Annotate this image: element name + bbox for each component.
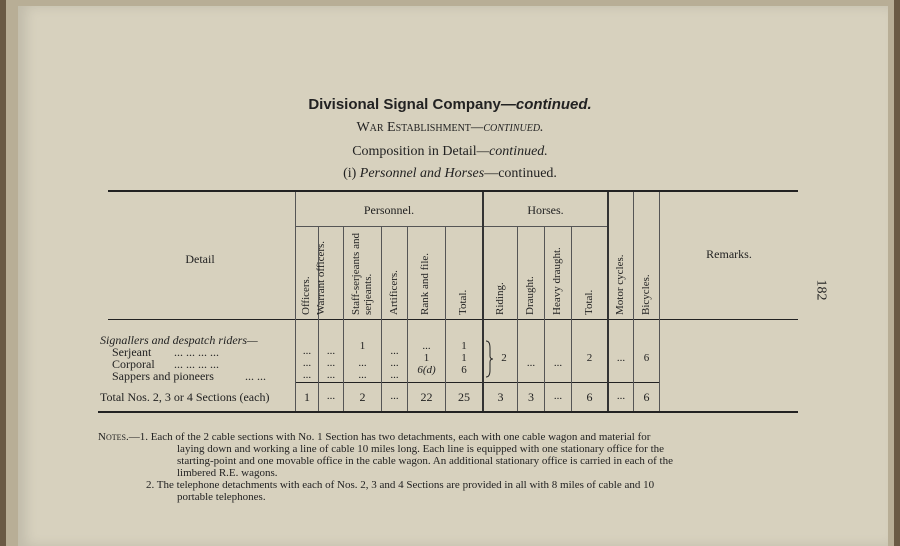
- col-divider: [571, 227, 572, 411]
- cell: 3: [528, 390, 534, 404]
- col-header-rank-and-file: Rank and file.: [419, 252, 431, 315]
- page-title: Divisional Signal Company—continued.: [308, 96, 592, 113]
- cell: 6: [586, 390, 593, 404]
- col-divider: [633, 192, 634, 411]
- col-divider: [381, 227, 382, 411]
- cell: 1: [304, 390, 310, 404]
- col-divider: [343, 227, 344, 411]
- cell: 6: [643, 352, 650, 364]
- cell: 1: [461, 352, 467, 364]
- subtitle-war-establishment: War Establishment—continued.: [356, 120, 544, 135]
- cell: ...: [390, 369, 399, 381]
- page-number: 182: [813, 279, 829, 301]
- horses-rule: [483, 226, 607, 227]
- cell: 1: [359, 340, 366, 352]
- col-divider: [659, 192, 660, 411]
- table-top-rule: [108, 190, 798, 192]
- cell: ...: [302, 369, 312, 381]
- cell: 6: [643, 390, 650, 404]
- note-1-line-2: laying down and working a line of cable 10 miles long. Each line is equipped with one stationary office for the: [177, 443, 665, 455]
- col-header-officers: Officers.: [300, 276, 312, 315]
- personnel-rule: [295, 226, 482, 227]
- cell: ...: [302, 345, 312, 357]
- col-header-personnel-total: Total.: [457, 289, 469, 315]
- row-dots: ... ... ... ...: [174, 357, 219, 371]
- col-header-motor-cycles: Motor cycles.: [614, 254, 626, 315]
- row-label-corporal: Corporal: [112, 357, 155, 371]
- col-divider: [482, 192, 484, 411]
- total-rule: [295, 382, 660, 383]
- cell: ...: [526, 357, 536, 369]
- col-header-horses-total: Total.: [583, 289, 595, 315]
- cell: ...: [302, 357, 312, 369]
- cell: 6: [461, 364, 467, 376]
- cell: 25: [458, 390, 470, 404]
- cell: ...: [390, 390, 399, 402]
- header-detail: Detail: [185, 252, 215, 266]
- cell: ...: [326, 357, 336, 369]
- cell: ...: [553, 357, 563, 369]
- cell: 2: [359, 390, 366, 404]
- row-dots: ... ...: [245, 369, 266, 383]
- cell: 3: [497, 390, 504, 404]
- cell: ...: [553, 390, 563, 402]
- cell: 2: [586, 352, 593, 364]
- row-label-serjeant: Serjeant: [112, 345, 152, 359]
- cell: 1: [461, 340, 467, 352]
- col-divider: [517, 227, 518, 411]
- subtitle-composition: Composition in Detail—continued.: [352, 144, 548, 159]
- cell: ...: [422, 340, 431, 352]
- note-1-line-4: limbered R.E. wagons.: [177, 467, 278, 479]
- col-divider: [445, 227, 446, 411]
- cell: ...: [358, 357, 367, 369]
- cell: 1: [423, 352, 430, 364]
- cell: ...: [616, 390, 626, 402]
- subtitle-personnel-horses: (i) Personnel and Horses—continued.: [343, 166, 557, 181]
- note-1-line-1: Notes.—1. Each of the 2 cable sections with No. 1 Section has two detachments, each with one cable wagon and material for: [98, 431, 651, 443]
- cell: ...: [326, 345, 336, 357]
- cell: 2: [501, 352, 507, 364]
- cell: ...: [390, 357, 399, 369]
- row-dots: ... ... ... ...: [174, 345, 219, 359]
- col-header-bicycles: Bicycles.: [640, 274, 652, 315]
- col-divider: [544, 227, 545, 411]
- cell: 22: [420, 390, 433, 404]
- table-bottom-rule: [98, 411, 798, 413]
- cell: ...: [358, 369, 367, 381]
- cell: ...: [326, 369, 336, 381]
- cell: ...: [326, 390, 336, 402]
- col-header-artificers: Artificers.: [388, 270, 400, 315]
- col-divider: [607, 192, 609, 411]
- col-header-serjeants: Staff-serjeants and serjeants.: [350, 233, 374, 315]
- cell: ...: [616, 352, 626, 364]
- note-2-line-1: 2. The telephone detachments with each of Nos. 2, 3 and 4 Sections are provided in all with 8 miles of cable and 10: [146, 479, 655, 491]
- col-header-warrant-officers: Warrant officers.: [315, 240, 327, 315]
- cell: 6(d): [417, 364, 436, 376]
- row-label-sappers: Sappers and pioneers: [112, 369, 214, 383]
- header-personnel: Personnel.: [363, 203, 415, 217]
- group-label: Signallers and despatch riders—: [100, 333, 258, 347]
- col-divider: [407, 227, 408, 411]
- note-2-line-2: portable telephones.: [177, 491, 266, 503]
- note-1-line-3: starting-point and one movable office in the cable wagon. An additional stationary office is carried in each of the: [177, 455, 673, 467]
- col-header-riding: Riding.: [494, 282, 506, 315]
- total-row-label: Total Nos. 2, 3 or 4 Sections (each): [100, 390, 270, 404]
- header-remarks: Remarks.: [706, 247, 752, 261]
- header-horses: Horses.: [527, 203, 564, 217]
- col-header-heavy-draught: Heavy draught.: [551, 247, 563, 315]
- col-header-draught: Draught.: [524, 276, 536, 315]
- notes: [98, 431, 818, 503]
- cell: ...: [390, 345, 399, 357]
- header-bottom-rule: [108, 319, 798, 320]
